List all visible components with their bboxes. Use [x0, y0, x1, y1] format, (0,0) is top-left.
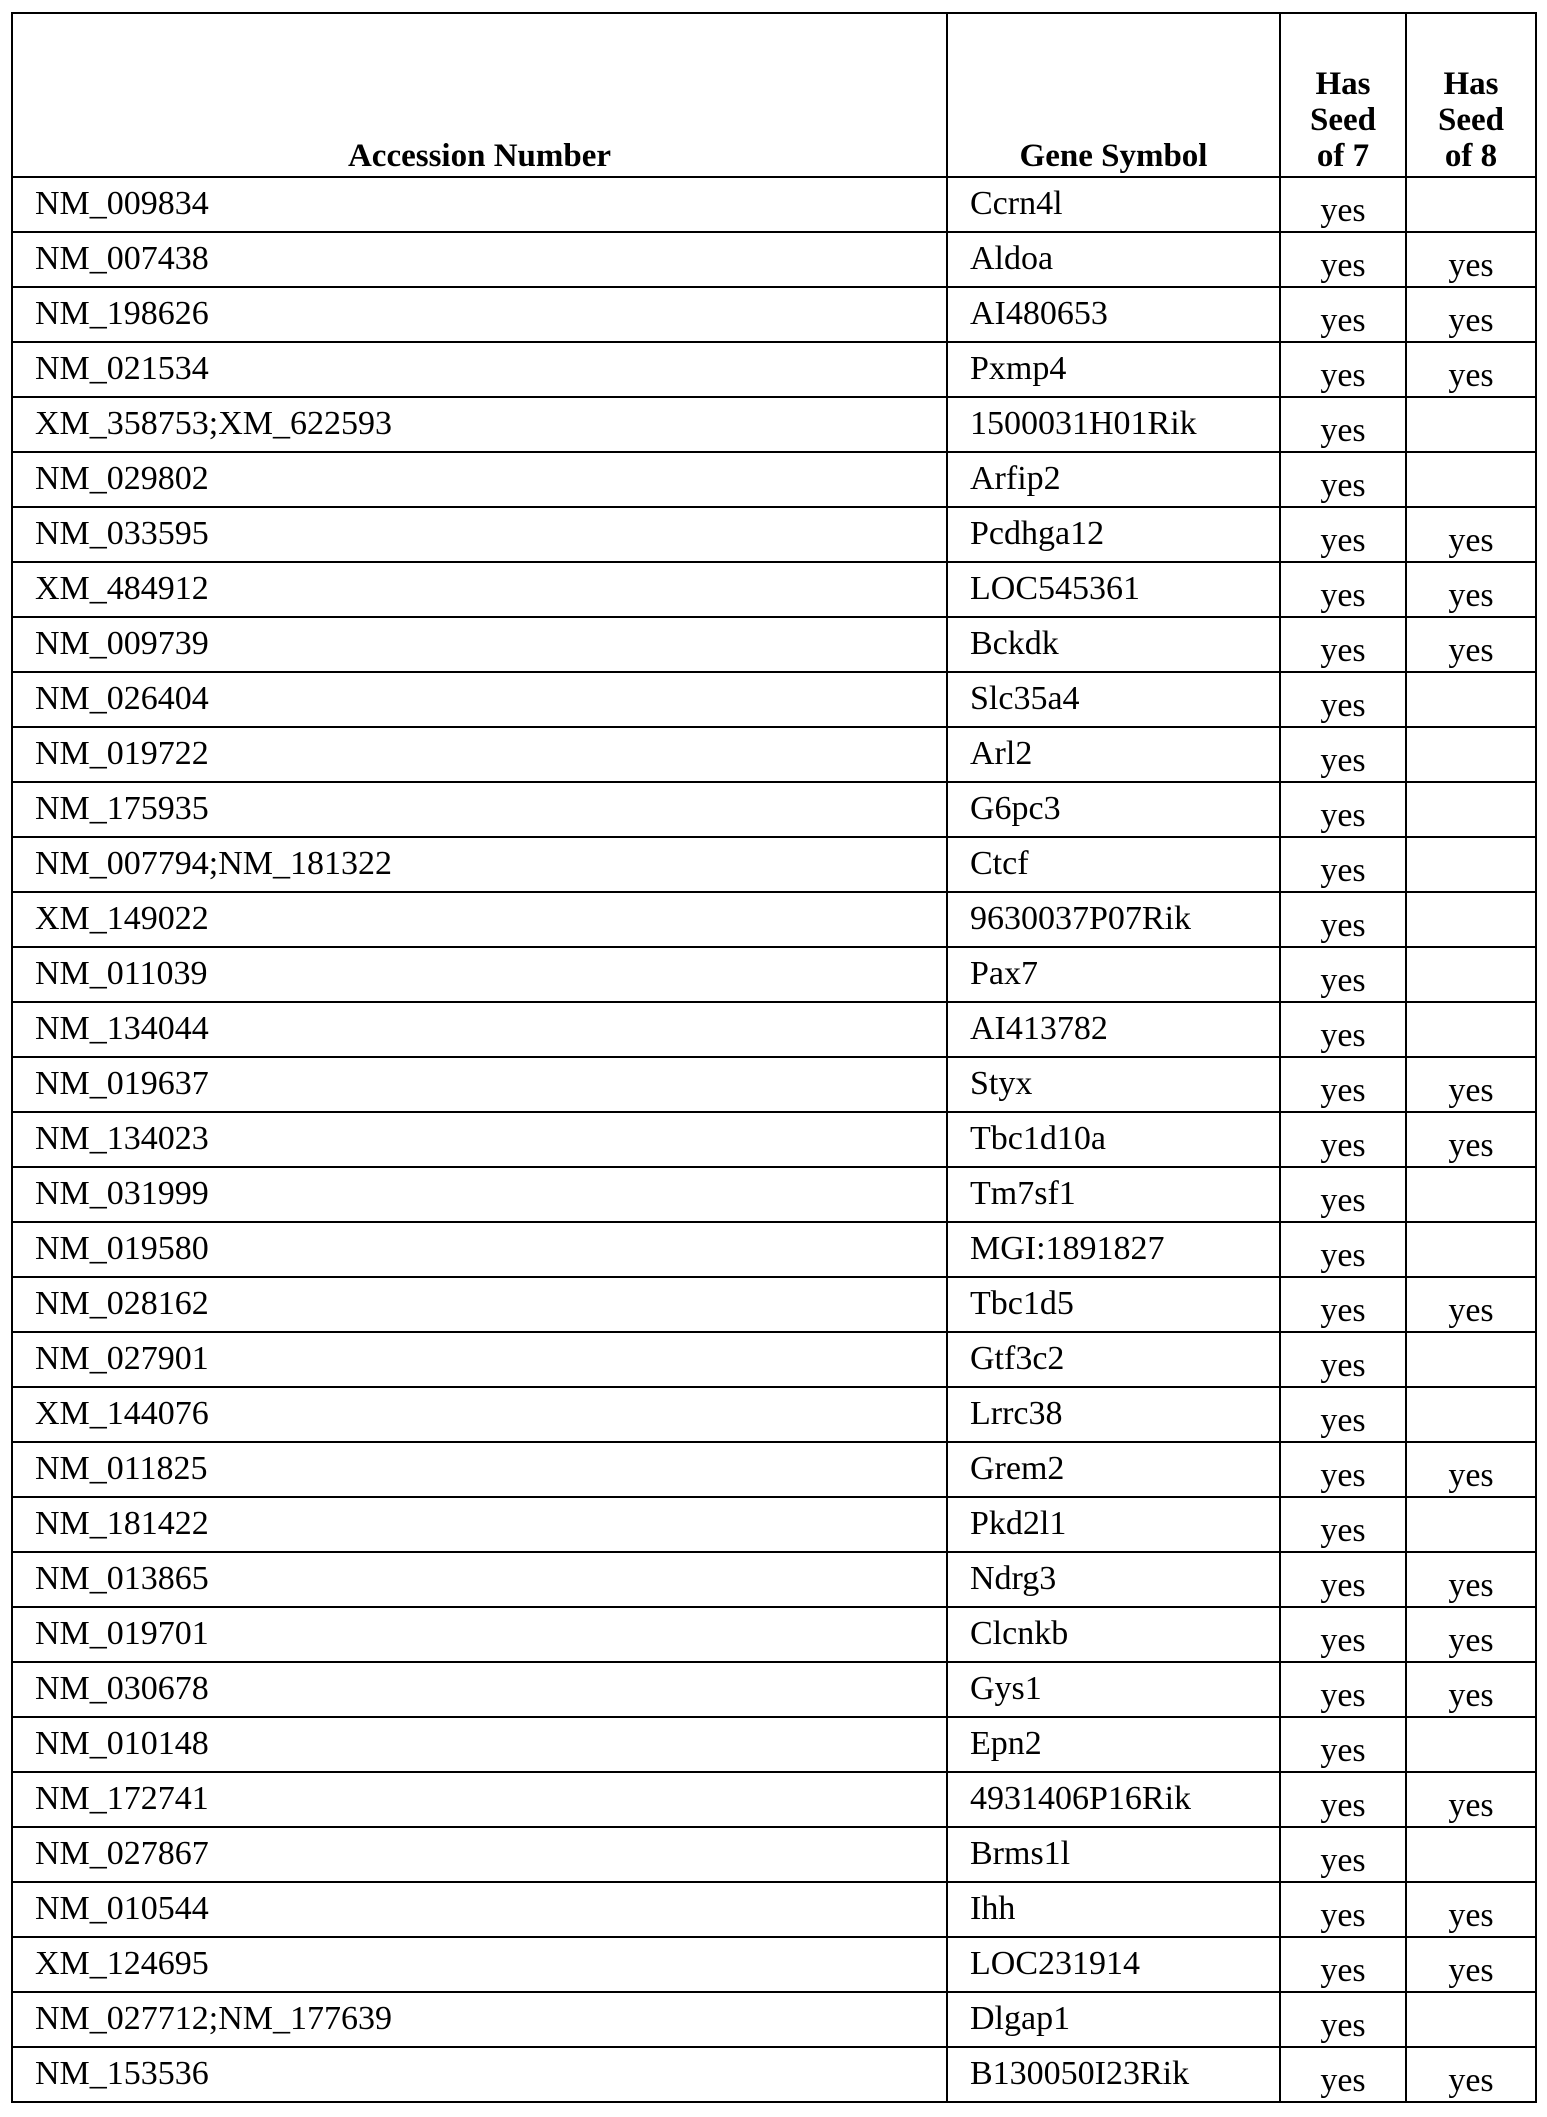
accession-cell: NM_172741	[12, 1772, 947, 1827]
table-row	[12, 397, 1536, 452]
table-row	[12, 507, 1536, 562]
has-seed-of-7-cell: yes	[1280, 1387, 1406, 1442]
has-seed-of-8-cell: yes	[1406, 232, 1536, 287]
has-seed-of-8-cell: yes	[1406, 2047, 1536, 2102]
gene-symbol-cell: Pax7	[947, 947, 1280, 1002]
has-seed-of-8-cell: yes	[1406, 1057, 1536, 1112]
table-body	[12, 177, 1536, 2102]
accession-cell: NM_011825	[12, 1442, 947, 1497]
table-row	[12, 1222, 1536, 1277]
gene-symbol-cell: 4931406P16Rik	[947, 1772, 1280, 1827]
table-row	[12, 1057, 1536, 1112]
has-seed-of-7-cell: yes	[1280, 947, 1406, 1002]
gene-symbol-cell: Grem2	[947, 1442, 1280, 1497]
has-seed-of-7-cell: yes	[1280, 342, 1406, 397]
table-row	[12, 672, 1536, 727]
has-seed-of-8-cell: yes	[1406, 1882, 1536, 1937]
has-seed-of-7-cell: yes	[1280, 397, 1406, 452]
has-seed-of-8-cell	[1406, 177, 1536, 232]
has-seed-of-7-cell: yes	[1280, 1057, 1406, 1112]
accession-cell: XM_149022	[12, 892, 947, 947]
has-seed-of-8-cell: yes	[1406, 1937, 1536, 1992]
has-seed-of-7-cell: yes	[1280, 1002, 1406, 1057]
header-seed7-line-2: Seed	[1310, 102, 1376, 138]
has-seed-of-8-cell	[1406, 727, 1536, 782]
table-row	[12, 1717, 1536, 1772]
header-seed7-line-3: of 7	[1316, 138, 1370, 174]
header-seed8-line-2: Seed	[1438, 102, 1504, 138]
has-seed-of-7-cell: yes	[1280, 892, 1406, 947]
accession-cell: NM_181422	[12, 1497, 947, 1552]
gene-symbol-cell: Pcdhga12	[947, 507, 1280, 562]
has-seed-of-7-cell: yes	[1280, 2047, 1406, 2102]
accession-cell: NM_030678	[12, 1662, 947, 1717]
accession-cell: NM_031999	[12, 1167, 947, 1222]
has-seed-of-8-cell	[1406, 1717, 1536, 1772]
table-row	[12, 1167, 1536, 1222]
gene-symbol-cell: Ihh	[947, 1882, 1280, 1937]
has-seed-of-7-cell: yes	[1280, 452, 1406, 507]
has-seed-of-8-cell: yes	[1406, 1552, 1536, 1607]
has-seed-of-7-cell: yes	[1280, 1772, 1406, 1827]
table-row	[12, 562, 1536, 617]
gene-symbol-cell: B130050I23Rik	[947, 2047, 1280, 2102]
gene-symbol-cell: LOC231914	[947, 1937, 1280, 1992]
has-seed-of-8-cell: yes	[1406, 342, 1536, 397]
has-seed-of-7-cell: yes	[1280, 1607, 1406, 1662]
gene-symbol-cell: Gys1	[947, 1662, 1280, 1717]
table-row	[12, 342, 1536, 397]
has-seed-of-8-cell	[1406, 1827, 1536, 1882]
gene-symbol-cell: Arfip2	[947, 452, 1280, 507]
has-seed-of-7-cell: yes	[1280, 727, 1406, 782]
gene-symbol-cell: Tbc1d5	[947, 1277, 1280, 1332]
gene-symbol-cell: Clcnkb	[947, 1607, 1280, 1662]
accession-cell: NM_175935	[12, 782, 947, 837]
table-row	[12, 2047, 1536, 2102]
has-seed-of-7-cell: yes	[1280, 782, 1406, 837]
accession-cell: NM_009739	[12, 617, 947, 672]
has-seed-of-7-cell: yes	[1280, 287, 1406, 342]
has-seed-of-8-cell	[1406, 1332, 1536, 1387]
gene-symbol-cell: LOC545361	[947, 562, 1280, 617]
has-seed-of-7-cell: yes	[1280, 1662, 1406, 1717]
gene-symbol-cell: Aldoa	[947, 232, 1280, 287]
table-row	[12, 1937, 1536, 1992]
gene-symbol-cell: Tbc1d10a	[947, 1112, 1280, 1167]
accession-cell: NM_028162	[12, 1277, 947, 1332]
has-seed-of-8-cell	[1406, 892, 1536, 947]
header-has-seed-of-8	[1406, 13, 1536, 177]
table-row	[12, 727, 1536, 782]
has-seed-of-7-cell: yes	[1280, 1497, 1406, 1552]
has-seed-of-7-cell: yes	[1280, 1552, 1406, 1607]
accession-cell: NM_134023	[12, 1112, 947, 1167]
gene-symbol-cell: Styx	[947, 1057, 1280, 1112]
accession-cell: NM_010544	[12, 1882, 947, 1937]
accession-cell: NM_007794;NM_181322	[12, 837, 947, 892]
has-seed-of-7-cell: yes	[1280, 507, 1406, 562]
gene-symbol-cell: Ccrn4l	[947, 177, 1280, 232]
accession-cell: NM_019637	[12, 1057, 947, 1112]
accession-cell: NM_027867	[12, 1827, 947, 1882]
has-seed-of-7-cell: yes	[1280, 1222, 1406, 1277]
gene-symbol-cell: Lrrc38	[947, 1387, 1280, 1442]
accession-cell: NM_033595	[12, 507, 947, 562]
table-row	[12, 1497, 1536, 1552]
accession-cell: NM_010148	[12, 1717, 947, 1772]
has-seed-of-8-cell: yes	[1406, 1607, 1536, 1662]
accession-cell: NM_019580	[12, 1222, 947, 1277]
has-seed-of-7-cell: yes	[1280, 1992, 1406, 2047]
has-seed-of-8-cell	[1406, 947, 1536, 1002]
table-row	[12, 1607, 1536, 1662]
has-seed-of-8-cell	[1406, 672, 1536, 727]
has-seed-of-8-cell	[1406, 1387, 1536, 1442]
header-seed7-line-1: Has	[1315, 66, 1371, 102]
has-seed-of-8-cell	[1406, 1167, 1536, 1222]
accession-cell: NM_026404	[12, 672, 947, 727]
has-seed-of-8-cell	[1406, 397, 1536, 452]
table-row	[12, 1002, 1536, 1057]
has-seed-of-8-cell: yes	[1406, 1277, 1536, 1332]
accession-cell: NM_011039	[12, 947, 947, 1002]
gene-symbol-cell: Tm7sf1	[947, 1167, 1280, 1222]
has-seed-of-8-cell	[1406, 782, 1536, 837]
gene-symbol-cell: Pkd2l1	[947, 1497, 1280, 1552]
gene-symbol-cell: Pxmp4	[947, 342, 1280, 397]
table-row	[12, 837, 1536, 892]
accession-cell: NM_027712;NM_177639	[12, 1992, 947, 2047]
table-row	[12, 782, 1536, 837]
accession-cell: NM_019722	[12, 727, 947, 782]
table-row	[12, 177, 1536, 232]
header-gene-symbol: Gene Symbol	[947, 13, 1280, 177]
gene-symbol-cell: Gtf3c2	[947, 1332, 1280, 1387]
header-seed8-line-1: Has	[1443, 66, 1499, 102]
table-header	[12, 13, 1536, 177]
has-seed-of-7-cell: yes	[1280, 1717, 1406, 1772]
has-seed-of-8-cell	[1406, 837, 1536, 892]
accession-cell: NM_029802	[12, 452, 947, 507]
has-seed-of-7-cell: yes	[1280, 1882, 1406, 1937]
accession-cell: XM_484912	[12, 562, 947, 617]
table-row	[12, 892, 1536, 947]
header-has-seed-of-7	[1280, 13, 1406, 177]
table-row	[12, 1112, 1536, 1167]
table-row	[12, 1442, 1536, 1497]
gene-symbol-cell: AI413782	[947, 1002, 1280, 1057]
has-seed-of-7-cell: yes	[1280, 1112, 1406, 1167]
accession-cell: NM_007438	[12, 232, 947, 287]
has-seed-of-8-cell: yes	[1406, 1442, 1536, 1497]
accession-cell: NM_021534	[12, 342, 947, 397]
gene-symbol-cell: Ndrg3	[947, 1552, 1280, 1607]
has-seed-of-7-cell: yes	[1280, 617, 1406, 672]
table-row	[12, 1332, 1536, 1387]
gene-symbol-cell: Slc35a4	[947, 672, 1280, 727]
table-row	[12, 1662, 1536, 1717]
table-row	[12, 1992, 1536, 2047]
table-row	[12, 1277, 1536, 1332]
has-seed-of-8-cell	[1406, 1992, 1536, 2047]
has-seed-of-7-cell: yes	[1280, 1827, 1406, 1882]
has-seed-of-7-cell: yes	[1280, 1442, 1406, 1497]
has-seed-of-8-cell: yes	[1406, 507, 1536, 562]
accession-cell: NM_198626	[12, 287, 947, 342]
has-seed-of-7-cell: yes	[1280, 1277, 1406, 1332]
gene-symbol-cell: Epn2	[947, 1717, 1280, 1772]
table-row	[12, 617, 1536, 672]
table-row	[12, 947, 1536, 1002]
gene-symbol-cell: Arl2	[947, 727, 1280, 782]
header-seed8-line-3: of 8	[1444, 138, 1498, 174]
table-row	[12, 1882, 1536, 1937]
table-row	[12, 232, 1536, 287]
accession-cell: XM_144076	[12, 1387, 947, 1442]
gene-symbol-cell: Bckdk	[947, 617, 1280, 672]
gene-symbol-cell: MGI:1891827	[947, 1222, 1280, 1277]
table-row	[12, 1772, 1536, 1827]
accession-cell: NM_027901	[12, 1332, 947, 1387]
has-seed-of-7-cell: yes	[1280, 1332, 1406, 1387]
gene-symbol-cell: Brms1l	[947, 1827, 1280, 1882]
gene-symbol-cell: 1500031H01Rik	[947, 397, 1280, 452]
has-seed-of-8-cell	[1406, 452, 1536, 507]
has-seed-of-8-cell	[1406, 1497, 1536, 1552]
has-seed-of-8-cell: yes	[1406, 617, 1536, 672]
has-seed-of-7-cell: yes	[1280, 232, 1406, 287]
has-seed-of-8-cell: yes	[1406, 1662, 1536, 1717]
table-row	[12, 452, 1536, 507]
gene-symbol-cell: G6pc3	[947, 782, 1280, 837]
header-row	[12, 13, 1536, 177]
gene-symbol-cell: AI480653	[947, 287, 1280, 342]
gene-symbol-cell: Ctcf	[947, 837, 1280, 892]
gene-symbol-cell: Dlgap1	[947, 1992, 1280, 2047]
has-seed-of-8-cell	[1406, 1222, 1536, 1277]
has-seed-of-8-cell: yes	[1406, 1112, 1536, 1167]
gene-seed-table	[11, 12, 1537, 2103]
header-accession-number: Accession Number	[12, 13, 947, 177]
has-seed-of-7-cell: yes	[1280, 1167, 1406, 1222]
accession-cell: NM_134044	[12, 1002, 947, 1057]
has-seed-of-8-cell	[1406, 1002, 1536, 1057]
has-seed-of-8-cell: yes	[1406, 287, 1536, 342]
table-row	[12, 1827, 1536, 1882]
table-row	[12, 1387, 1536, 1442]
has-seed-of-7-cell: yes	[1280, 837, 1406, 892]
has-seed-of-7-cell: yes	[1280, 1937, 1406, 1992]
has-seed-of-7-cell: yes	[1280, 177, 1406, 232]
table-row	[12, 287, 1536, 342]
has-seed-of-8-cell: yes	[1406, 1772, 1536, 1827]
accession-cell: NM_009834	[12, 177, 947, 232]
accession-cell: NM_013865	[12, 1552, 947, 1607]
gene-symbol-cell: 9630037P07Rik	[947, 892, 1280, 947]
accession-cell: NM_153536	[12, 2047, 947, 2102]
accession-cell: XM_124695	[12, 1937, 947, 1992]
has-seed-of-7-cell: yes	[1280, 562, 1406, 617]
has-seed-of-8-cell: yes	[1406, 562, 1536, 617]
has-seed-of-7-cell: yes	[1280, 672, 1406, 727]
accession-cell: NM_019701	[12, 1607, 947, 1662]
table-row	[12, 1552, 1536, 1607]
accession-cell: XM_358753;XM_622593	[12, 397, 947, 452]
